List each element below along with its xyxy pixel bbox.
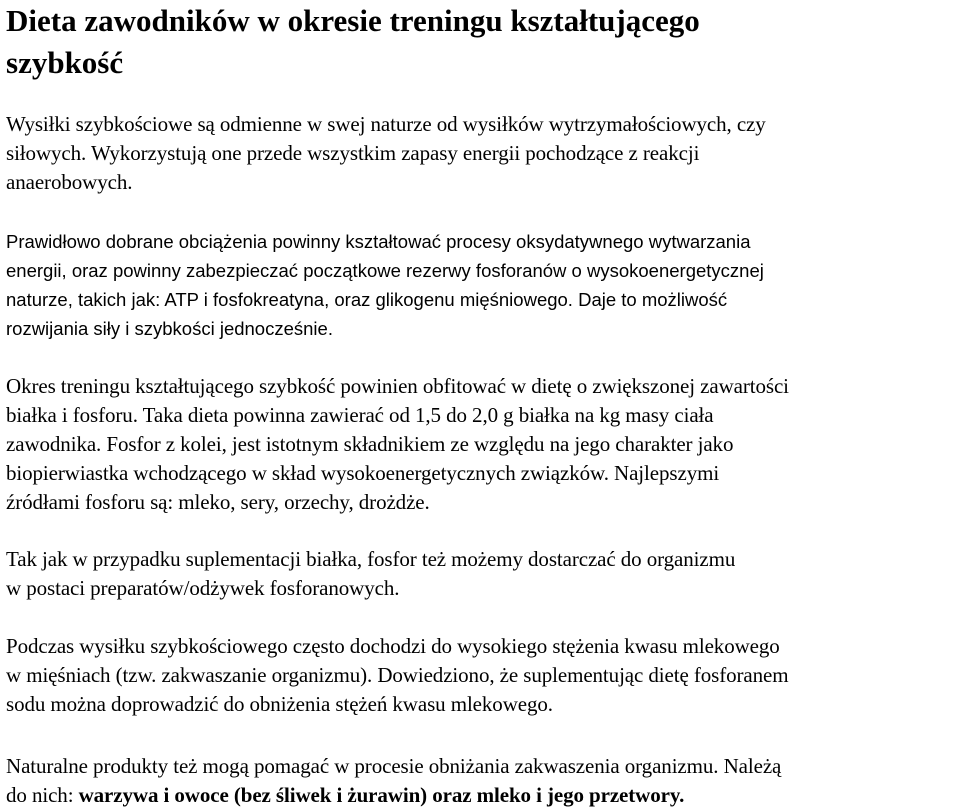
paragraph-1-line-3: anaerobowych. (6, 170, 133, 194)
paragraph-1-line-1: Wysiłki szybkościowe są odmienne w swej naturze od wysiłków wytrzymałościowych, czy (6, 112, 766, 136)
paragraph-5-line-1: Podczas wysiłku szybkościowego często dochodzi do wysokiego stężenia kwasu mlekowego (6, 634, 780, 658)
paragraph-6-line-2-prefix: do nich: (6, 783, 79, 807)
paragraph-1 (6, 110, 960, 197)
paragraph-2-line-3: naturze, takich jak: ATP i fosfokreatyna, oraz glikogenu mięśniowego. Daje to możliwość (6, 289, 728, 310)
paragraph-5 (6, 632, 960, 719)
paragraph-3-line-5: źródłami fosforu są: mleko, sery, orzechy, drożdże. (6, 490, 430, 514)
title-line-2: szybkość (6, 45, 124, 80)
paragraph-1-line-2: siłowych. Wykorzystują one przede wszystkim zapasy energii pochodzące z reakcji (6, 141, 700, 165)
page-title (6, 0, 946, 84)
paragraph-6-line-2 (6, 781, 960, 810)
paragraph-3-line-1: Okres treningu kształtującego szybkość powinien obfitować w dietę o zwiększonej zawartości (6, 374, 789, 398)
paragraph-2 (6, 227, 960, 343)
paragraph-6-bold-text: warzywa i owoce (bez śliwek i żurawin) oraz mleko i jego przetwory. (78, 783, 685, 807)
paragraph-4-line-2: w postaci preparatów/odżywek fosforanowych. (6, 576, 400, 600)
title-line-1: Dieta zawodników w okresie treningu kształtującego (6, 3, 700, 38)
paragraph-3-line-3: zawodnika. Fosfor z kolei, jest istotnym składnikiem ze względu na jego charakter jako (6, 432, 734, 456)
paragraph-3 (6, 372, 960, 517)
paragraph-6 (6, 752, 960, 810)
paragraph-4-line-1: Tak jak w przypadku suplementacji białka, fosfor też możemy dostarczać do organizmu (6, 547, 736, 571)
paragraph-5-line-2: w mięśniach (tzw. zakwaszanie organizmu). Dowiedziono, że suplementując dietę fosforanem (6, 663, 789, 687)
paragraph-3-line-4: biopierwiastka wchodzącego w skład wysokoenergetycznych związków. Najlepszymi (6, 461, 720, 485)
paragraph-5-line-3: sodu można doprowadzić do obniżenia stężeń kwasu mlekowego. (6, 692, 553, 716)
paragraph-4 (6, 545, 960, 603)
paragraph-3-line-2: białka i fosforu. Taka dieta powinna zawierać od 1,5 do 2,0 g białka na kg masy ciała (6, 403, 714, 427)
paragraph-2-line-2: energii, oraz powinny zabezpieczać początkowe rezerwy fosforanów o wysokoenergetycznej (6, 260, 764, 281)
paragraph-2-line-4: rozwijania siły i szybkości jednocześnie. (6, 318, 333, 339)
paragraph-2-line-1: Prawidłowo dobrane obciążenia powinny kształtować procesy oksydatywnego wytwarzania (6, 231, 751, 252)
paragraph-6-line-1: Naturalne produkty też mogą pomagać w procesie obniżania zakwaszenia organizmu. Należą (6, 754, 782, 778)
